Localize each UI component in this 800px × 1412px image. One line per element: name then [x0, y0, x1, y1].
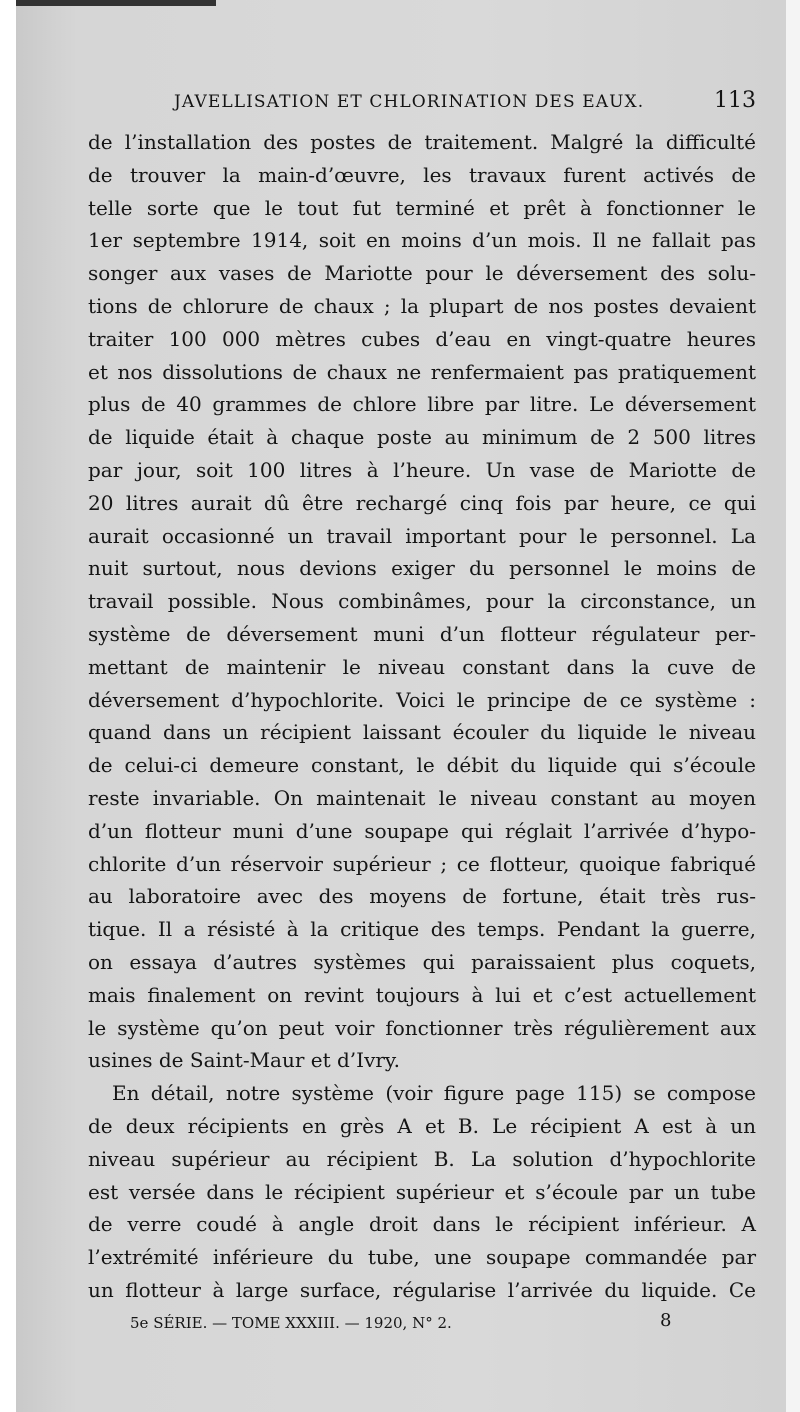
text-line: quand dans un récipient laissant écouler du liquide le niveau	[88, 720, 756, 745]
text-line: le système qu’on peut voir fonctionner très régulièrement aux	[88, 1015, 756, 1040]
page-number: 113	[714, 88, 756, 113]
text-line: on essaya d’autres systèmes qui paraissaient plus coquets,	[88, 949, 756, 974]
running-header: JAVELLISATION ET CHLORINATION DES EAUX.	[174, 92, 645, 112]
text-line: traiter 100 000 mètres cubes d’eau en vingt-quatre heures	[88, 326, 756, 351]
text-line: plus de 40 grammes de chlore libre par litre. Le déversement	[88, 392, 756, 417]
text-line: tions de chlorure de chaux ; la plupart de nos postes devaient	[88, 293, 756, 318]
footer-series: 5e SÉRIE. — TOME XXXIII. — 1920, N° 2.	[130, 1314, 452, 1332]
text-line: un flotteur à large surface, régularise l’arrivée du liquide. Ce	[88, 1277, 756, 1302]
body-text	[88, 126, 756, 1307]
text-line: nuit surtout, nous devions exiger du personnel le moins de	[88, 556, 756, 581]
text-line: et nos dissolutions de chaux ne renfermaient pas pratiquement	[88, 359, 756, 384]
text-line: de liquide était à chaque poste au minimum de 2 500 litres	[88, 425, 756, 450]
page-right-margin	[786, 0, 800, 1412]
text-line: de celui-ci demeure constant, le débit du liquide qui s’écoule	[88, 753, 756, 778]
text-line-paragraph-start: En détail, notre système (voir figure page 115) se compose	[112, 1081, 756, 1106]
text-line: tique. Il a résisté à la critique des temps. Pendant la guerre,	[88, 917, 756, 942]
text-line: de l’installation des postes de traitement. Malgré la difficulté	[88, 130, 756, 154]
text-line: système de déversement muni d’un flotteur régulateur per-	[88, 621, 756, 646]
text-line: niveau supérieur au récipient B. La solution d’hypochlorite	[88, 1146, 756, 1171]
text-line: mettant de maintenir le niveau constant dans la cuve de	[88, 654, 756, 679]
text-line-paragraph-end: usines de Saint-Maur et d’Ivry.	[88, 1048, 400, 1073]
text-line: l’extrémité inférieure du tube, une soupape commandée par	[88, 1245, 756, 1270]
text-line: mais finalement on revint toujours à lui et c’est actuellement	[88, 982, 756, 1007]
text-line: de deux récipients en grès A et B. Le récipient A est à un	[88, 1113, 756, 1138]
text-line: aurait occasionné un travail important pour le personnel. La	[88, 523, 756, 548]
text-line: au laboratoire avec des moyens de fortune, était très rus-	[88, 884, 756, 909]
text-line: par jour, soit 100 litres à l’heure. Un vase de Mariotte de	[88, 457, 756, 482]
text-line: chlorite d’un réservoir supérieur ; ce flotteur, quoique fabriqué	[88, 851, 756, 876]
text-line: déversement d’hypochlorite. Voici le principe de ce système :	[88, 687, 756, 712]
text-line: songer aux vases de Mariotte pour le déversement des solu-	[88, 261, 756, 286]
page-top-edge	[16, 0, 216, 6]
text-line: d’un flotteur muni d’une soupape qui réglait l’arrivée d’hypo-	[88, 818, 756, 843]
signature-mark: 8	[660, 1310, 672, 1331]
text-line: travail possible. Nous combinâmes, pour la circonstance, un	[88, 589, 756, 614]
text-line: 20 litres aurait dû être rechargé cinq fois par heure, ce qui	[88, 490, 756, 515]
text-line: telle sorte que le tout fut terminé et prêt à fonctionner le	[88, 195, 756, 220]
text-line: est versée dans le récipient supérieur et s’écoule par un tube	[88, 1179, 756, 1204]
text-line: 1er septembre 1914, soit en moins d’un mois. Il ne fallait pas	[88, 228, 756, 253]
text-line: de verre coudé à angle droit dans le récipient inférieur. A	[88, 1212, 756, 1237]
text-line: de trouver la main-d’œuvre, les travaux furent activés de	[88, 162, 756, 187]
text-line: reste invariable. On maintenait le niveau constant au moyen	[88, 785, 756, 810]
